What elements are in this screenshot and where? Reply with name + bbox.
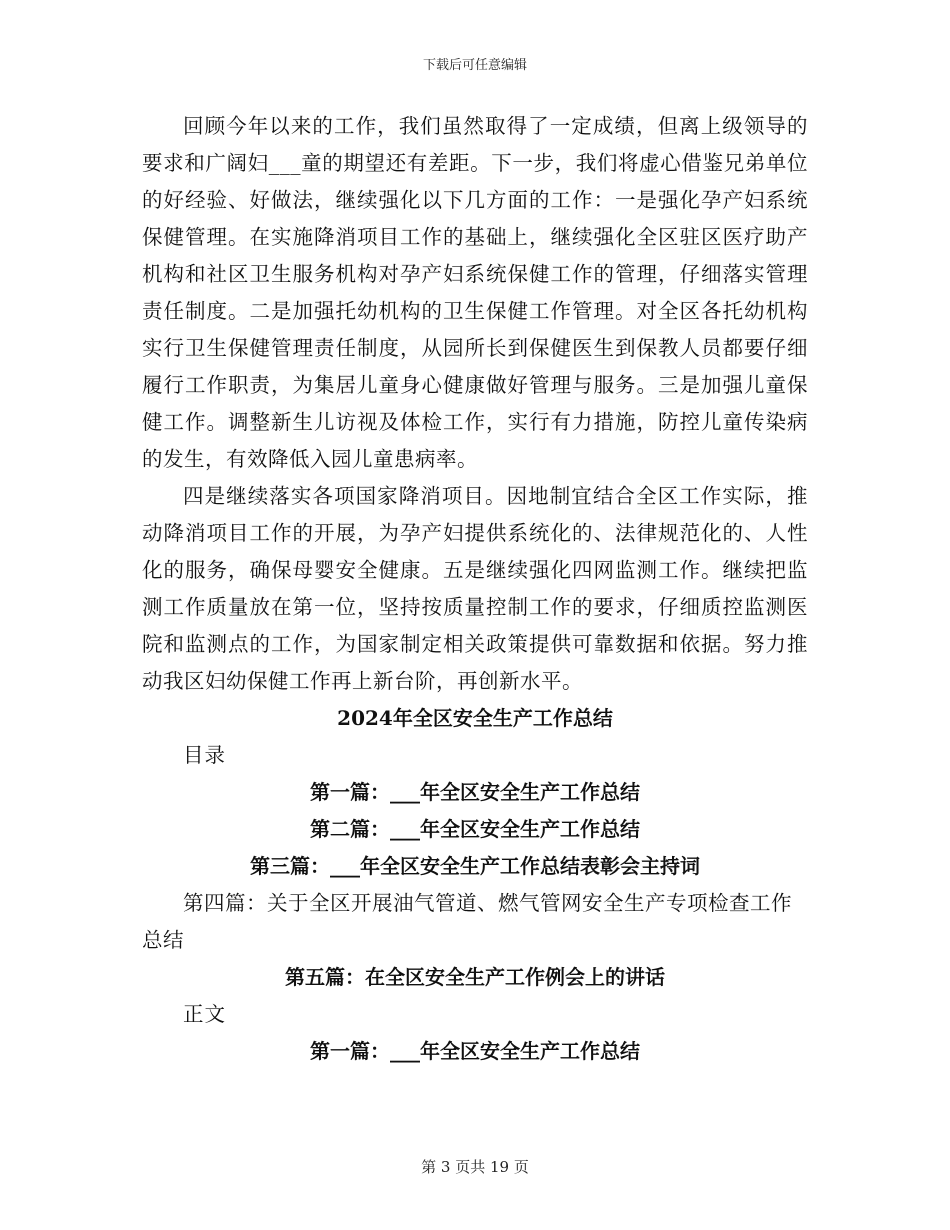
document-body — [142, 108, 808, 1070]
toc-item-4: 第四篇：关于全区开展油气管道、燃气管网安全生产专项检查工作总结 — [142, 891, 792, 952]
paragraph-plans: 四是继续落实各项国家降消项目。因地制宜结合全区工作实际，推动降消项目工作的开展，为孕产妇提供系统化的、法律规范化的、人性化的服务，确保母婴安全健康。五是继续强化四网监测工作。继续把监测工作质量放在第一位，坚持按质量控制工作的要求，仔细质控监测医院和监测点的工作，为国家制定相关政策提供可靠数据和依据。努力推动我区妇幼保健工作再上新台阶，再创新水平。 — [142, 484, 808, 693]
page-footer-number: 第 3 页共 19 页 — [421, 1158, 529, 1176]
section-heading: 第一篇：___年全区安全生产工作总结 — [310, 1039, 640, 1063]
body-label: 正文 — [183, 1002, 226, 1026]
toc-label: 目录 — [183, 743, 226, 767]
toc-item-5: 第五篇：在全区安全生产工作例会上的讲话 — [285, 965, 665, 989]
toc-item-1: 第一篇：___年全区安全生产工作总结 — [310, 780, 640, 804]
toc-item-3: 第三篇：___年全区安全生产工作总结表彰会主持词 — [250, 854, 700, 878]
toc-item-2: 第二篇：___年全区安全生产工作总结 — [310, 817, 640, 841]
page-header-note: 下载后可任意编辑 — [422, 58, 527, 73]
document-title: 2024年全区安全生产工作总结 — [337, 706, 613, 730]
paragraph-review: 回顾今年以来的工作，我们虽然取得了一定成绩，但离上级领导的要求和广阔妇___童的期望还有差距。下一步，我们将虚心借鉴兄弟单位的好经验、好做法，继续强化以下几方面的工作：一是强化孕产妇系统保健管理。在实施降消项目工作的基础上，继续强化全区驻区医疗助产机构和社区卫生服务机构对孕产妇系统保健工作的管理，仔细落实管理责任制度。二是加强托幼机构的卫生保健工作管理。对全区各托幼机构实行卫生保健管理责任制度，从园所长到保健医生到保教人员都要仔细履行工作职责，为集居儿童身心健康做好管理与服务。三是加强儿童保健工作。调整新生儿访视及体检工作，实行有力措施，防控儿童传染病的发生，有效降低入园儿童患病率。 — [142, 114, 808, 471]
